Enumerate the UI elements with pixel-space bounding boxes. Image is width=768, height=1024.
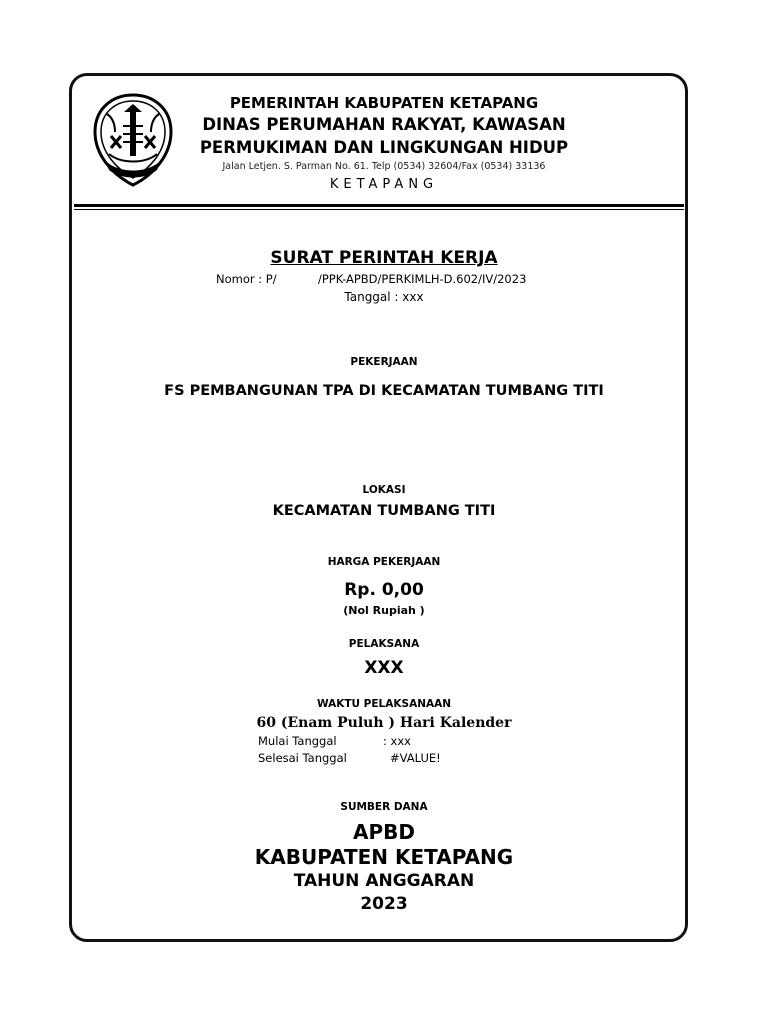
header-divider-thick xyxy=(74,204,684,207)
price-in-words: (Nol Rupiah ) xyxy=(343,604,425,617)
header-address: Jalan Letjen. S. Parman No. 61. Telp (0534) 32604/Fax (0534) 33136 xyxy=(222,161,546,172)
letter-title: SURAT PERINTAH KERJA xyxy=(270,248,498,268)
contractor-value: XXX xyxy=(364,658,404,678)
end-date-value: #VALUE! xyxy=(390,751,441,765)
price-label: HARGA PEKERJAAN xyxy=(327,556,441,568)
fiscal-year-label: TAHUN ANGGARAN xyxy=(293,871,475,891)
header-agency-line2: PERMUKIMAN DAN LINGKUNGAN HIDUP xyxy=(199,138,569,157)
work-label: PEKERJAAN xyxy=(350,356,418,368)
duration-label: WAKTU PELAKSANAAN xyxy=(316,698,452,710)
duration-value: 60 (Enam Puluh ) Hari Kalender xyxy=(256,715,512,731)
funding-source: APBD xyxy=(353,820,415,844)
start-date-value: : xxx xyxy=(383,734,411,748)
letter-number-label: Nomor : P/ xyxy=(216,272,277,286)
fiscal-year-value: 2023 xyxy=(360,894,408,914)
header-city: KETAPANG xyxy=(329,177,439,192)
letter-date: Tanggal : xxx xyxy=(344,290,424,304)
funding-label: SUMBER DANA xyxy=(340,801,428,813)
contractor-label: PELAKSANA xyxy=(348,638,420,650)
header-government: PEMERINTAH KABUPATEN KETAPANG xyxy=(229,94,539,112)
header-divider-thin xyxy=(74,209,684,210)
funding-regency: KABUPATEN KETAPANG xyxy=(254,845,514,869)
letter-number-value: /PPK-APBD/PERKIMLH-D.602/IV/2023 xyxy=(318,272,527,286)
header-agency-line1: DINAS PERUMAHAN RAKYAT, KAWASAN xyxy=(202,115,566,134)
work-title: FS PEMBANGUNAN TPA DI KECAMATAN TUMBANG TITI xyxy=(164,383,604,399)
end-date-label: Selesai Tanggal xyxy=(258,751,347,765)
location-value: KECAMATAN TUMBANG TITI xyxy=(272,503,496,519)
price-value: Rp. 0,00 xyxy=(344,580,424,600)
start-date-label: Mulai Tanggal xyxy=(258,734,337,748)
location-label: LOKASI xyxy=(362,484,406,496)
